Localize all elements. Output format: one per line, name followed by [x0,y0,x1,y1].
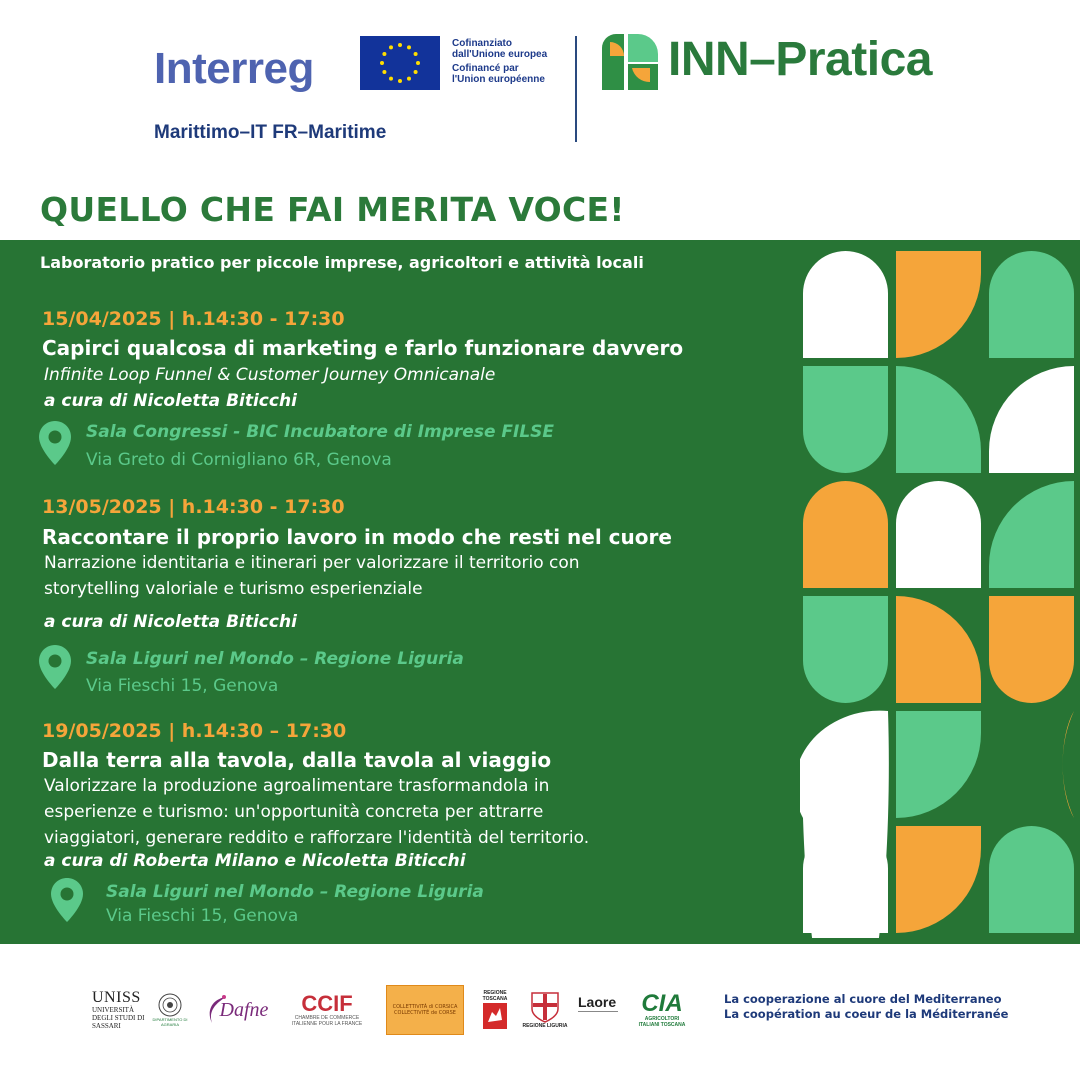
cooperation-slogan-it: La cooperazione al cuore del Mediterraneo [724,992,1002,1006]
eu-line-2: dall'Unione europea [452,49,548,60]
regione-toscana-logo [478,985,512,1035]
event-3-venue: Sala Liguri nel Mondo – Regione Liguria [106,882,484,902]
ccif-name: CCIF [301,991,353,1016]
eu-star [398,43,402,47]
event-3-description-line-1: Valorizzare la produzione agroalimentare trasformandola in [44,776,550,796]
inn-pratica-logo-icon [602,34,658,90]
cooperation-slogan [724,992,1008,1022]
event-3-description-line-2: esperienze e turismo: un'opportunità concreta per attrarre [44,802,544,822]
eu-flag-icon [360,36,440,90]
eu-line-1: Cofinanziato [452,38,512,49]
regione-toscana-name: REGIONE TOSCANA [482,990,508,1002]
ccif-logo [284,985,370,1035]
event-2-description-line-2: storytelling valoriale e turismo esperienziale [44,579,423,599]
programme-name: Marittimo–IT FR–Maritime [154,122,387,143]
pattern-tile [989,481,1074,588]
dafne-logo [202,985,272,1035]
cia-name: CIA [641,990,683,1017]
uniss-department-name: DIPARTIMENTO DI AGRARIA [152,1017,188,1027]
pattern-tile [803,251,888,358]
pattern-tile [989,366,1074,473]
ccif-subtitle: CHAMBRE DE COMMERCE ITALIENNE POUR LA FRANCE [291,1015,363,1027]
uniss-name: UNISS [92,989,141,1006]
event-3-address: Via Fieschi 15, Genova [106,906,299,926]
cia-logo [634,985,690,1035]
pattern-tile [1063,711,1074,818]
event-1-date: 15/04/2025 | h.14:30 - 17:30 [42,308,345,330]
eu-star [389,45,393,49]
location-pin-icon [38,420,72,466]
pattern-tile [896,481,981,588]
eu-star [414,70,418,74]
uniss-department-logo [152,985,188,1035]
location-pin-icon [38,644,72,690]
project-name: INN–Pratica [668,33,932,86]
event-1-title: Capirci qualcosa di marketing e farlo funzionare davvero [42,336,684,360]
laore-logo [578,985,628,1035]
university-seal-icon [158,993,182,1017]
eu-cofunding-text [452,38,547,85]
pegasus-emblem-icon [482,1002,508,1030]
pattern-tile [989,251,1074,358]
workshop-subtitle: Laboratorio pratico per piccole imprese, agricoltori e attività locali [40,253,644,272]
cia-subtitle: AGRICOLTORI ITALIANI TOSCANA [638,1016,686,1028]
regione-liguria-name: REGIONE LIGURIA [522,1023,568,1029]
regione-liguria-logo [520,985,570,1035]
eu-star [382,52,386,56]
dafne-name: Dafne [219,998,269,1021]
eu-star [382,70,386,74]
interreg-logo: Interreg [154,44,314,93]
uniss-subtitle: UNIVERSITÀ DEGLI STUDI DI SASSARI [92,1006,145,1030]
eu-star [389,77,393,81]
header-divider [575,36,577,142]
pattern-tile [989,596,1074,703]
event-2-curator: a cura di Nicoletta Biticchi [44,612,297,632]
cooperation-slogan-fr: La coopération au coeur de la Méditerranée [724,1007,1009,1021]
corsica-logo: COLLETTIVITÀ di CORSICA COLLECTIVITÉ de CORSE [386,985,464,1035]
location-pin-icon [50,877,84,923]
pattern-tile [803,481,888,588]
liguria-shield-icon [530,991,560,1023]
laore-tagline-lines [578,1011,618,1025]
pattern-tile [896,366,981,473]
event-3-title: Dalla terra alla tavola, dalla tavola al viaggio [42,748,552,772]
eu-star [416,61,420,65]
pattern-tile [896,711,981,818]
event-1-description: Infinite Loop Funnel & Customer Journey Omnicanale [44,365,496,385]
pattern-tile [896,596,981,703]
event-3-date: 19/05/2025 | h.14:30 – 17:30 [42,720,347,742]
event-1-venue: Sala Congressi - BIC Incubatore di Imprese FILSE [86,422,555,442]
laore-name: Laore [578,994,617,1010]
eu-line-4: l'Union européenne [452,74,545,85]
event-2-title: Raccontare il proprio lavoro in modo che resti nel cuore [42,525,672,549]
event-2-date: 13/05/2025 | h.14:30 - 17:30 [42,496,345,518]
decorative-leaf-pattern [800,248,1080,938]
event-2-description-line-1: Narrazione identitaria e itinerari per valorizzare il territorio con [44,553,580,573]
eu-star [407,77,411,81]
eu-star [398,79,402,83]
eu-star [407,45,411,49]
eu-line-3: Cofinancé par [452,63,519,74]
event-3-curator: a cura di Roberta Milano e Nicoletta Biticchi [44,851,466,871]
pattern-tile [803,366,888,473]
pattern-tile [803,596,888,703]
pattern-tile [803,826,888,933]
page-headline: QUELLO CHE FAI MERITA VOCE! [40,190,625,229]
pattern-tile [896,251,981,358]
event-3-description-line-3: viaggiatori, generare reddito e rafforzare l'identità del territorio. [44,828,590,848]
pattern-tile [989,826,1074,933]
event-2-venue: Sala Liguri nel Mondo – Regione Liguria [86,649,464,669]
event-2-address: Via Fieschi 15, Genova [86,676,279,696]
pattern-tile [896,826,981,933]
event-1-curator: a cura di Nicoletta Biticchi [44,391,297,411]
eu-star [414,52,418,56]
eu-star [380,61,384,65]
event-1-address: Via Greto di Cornigliano 6R, Genova [86,450,392,470]
